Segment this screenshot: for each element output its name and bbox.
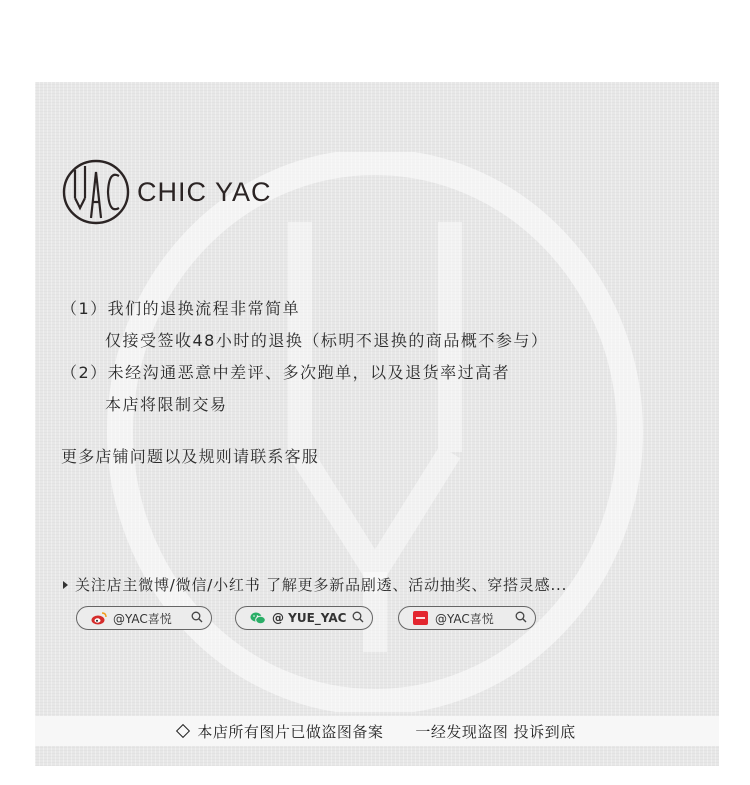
copyright-notice-left: 本店所有图片已做盗图备案 [197,722,384,741]
contact-note: 更多店铺问题以及规则请联系客服 [61,447,320,466]
xiaohongshu-handle: @YAC喜悦 [435,611,494,626]
search-icon [191,611,203,623]
search-icon [352,611,364,623]
follow-text: 关注店主微博/微信/小红书 了解更多新品剧透、活动抽奖、穿搭灵感... [75,576,568,594]
rule-1: （1）我们的退换流程非常简单 [61,299,301,318]
weibo-icon [91,611,107,625]
weibo-search-pill[interactable] [76,606,212,630]
search-icon [515,611,527,623]
weibo-handle: @YAC喜悦 [113,611,172,626]
wechat-icon [250,611,266,625]
brand-logo [61,158,272,226]
copyright-notice-right: 一经发现盗图 投诉到底 [415,722,576,741]
xiaohongshu-search-pill[interactable] [398,606,536,630]
rule-2-detail: 本店将限制交易 [105,395,228,414]
follow-prompt [63,574,567,595]
xiaohongshu-icon [413,611,429,625]
brand-name: CHIC YAC [137,176,272,207]
wechat-search-pill[interactable] [235,606,373,630]
wechat-handle: @ YUE_YAC [272,611,347,625]
diamond-icon [176,724,190,738]
copyright-notice-bar [35,716,719,746]
triangle-bullet-icon [63,581,68,589]
yac-logo-icon [61,158,131,226]
content-panel [35,82,719,766]
rule-2: （2）未经沟通恶意中差评、多次跑单，以及退货率过高者 [61,363,511,382]
rule-1-detail: 仅接受签收48小时的退换（标明不退换的商品概不参与） [105,331,549,350]
